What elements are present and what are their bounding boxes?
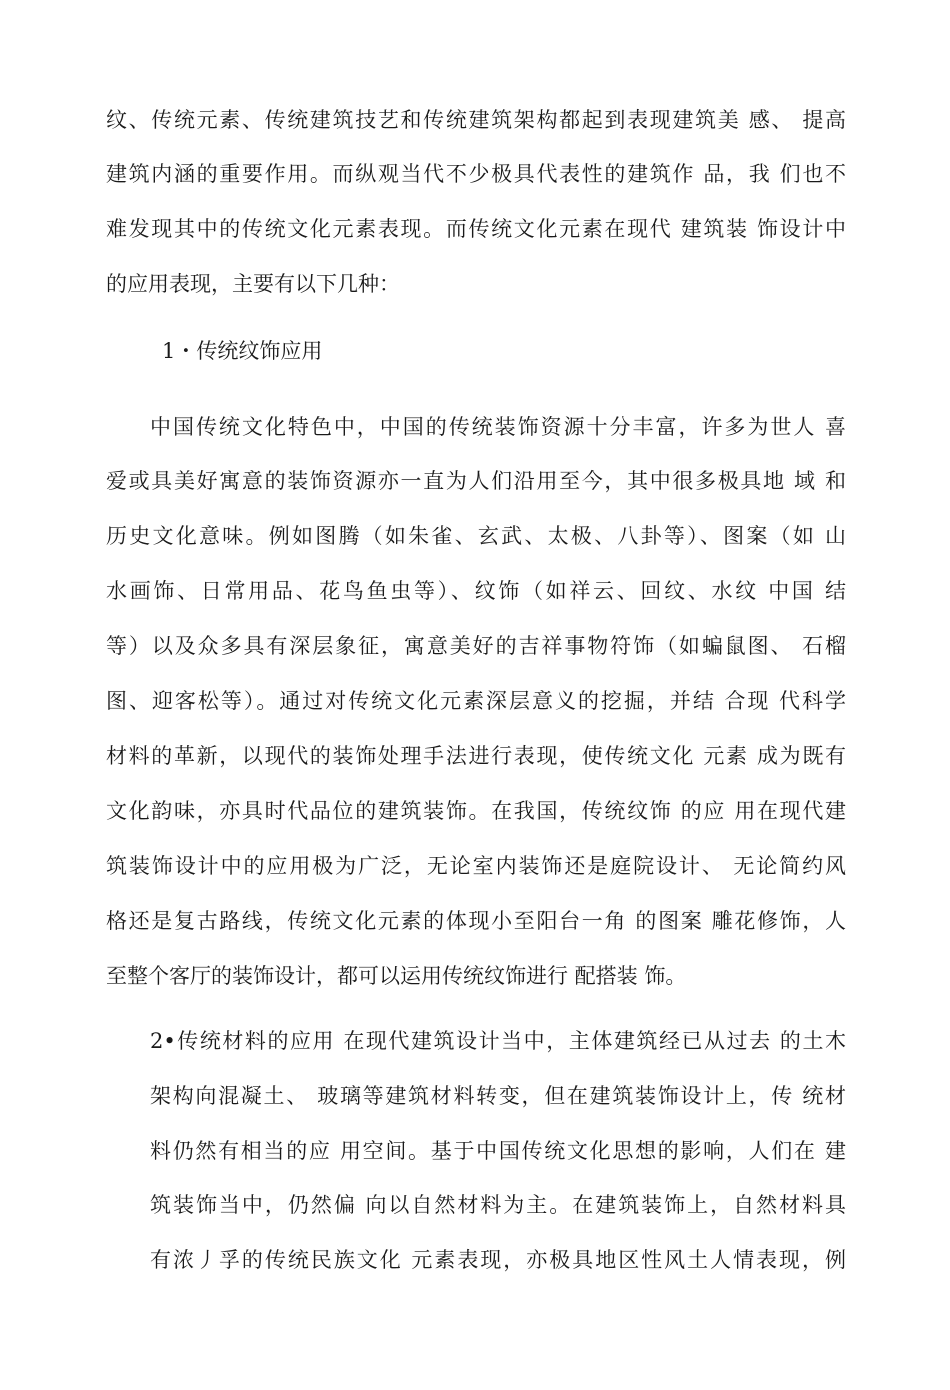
text-line: 格还是复古路线，传统文化元素的体现小至阳台一角 的图案 雕花修饰，人 — [106, 909, 846, 933]
text-line: 图、迎客松等）。通过对传统文化元素深层意义的挖掘，并结 合现 代科学 — [106, 689, 846, 713]
text-line: 至整个客厅的装饰设计，都可以运用传统纹饰进行 配搭装 饰。 — [106, 964, 687, 988]
text-line: 2•传统材料的应用 在现代建筑设计当中，主体建筑经已从过去 的土木 — [150, 1029, 846, 1053]
text-line: 文化韵味，亦具时代品位的建筑装饰。在我国，传统纹饰 的应 用在现代建 — [106, 799, 846, 823]
text-line: 架构向混凝土、 玻璃等建筑材料转变，但在建筑装饰设计上，传 统材 — [150, 1084, 846, 1108]
text-line: 的应用表现，主要有以下几种： — [106, 272, 400, 296]
text-line: 料仍然有相当的应 用空间。基于中国传统文化思想的影响，人们在 建 — [150, 1139, 846, 1163]
text-line: 有浓丿孚的传统民族文化 元素表现，亦极具地区性风土人情表现，例 — [150, 1248, 846, 1272]
text-line: 水画饰、日常用品、花鸟鱼虫等）、纹饰（如祥云、回纹、水纹 中国 结 — [106, 579, 846, 603]
text-line: 爱或具美好寓意的装饰资源亦一直为人们沿用至今，其中很多极具地 域 和 — [106, 469, 846, 493]
text-line: 历史文化意味。例如图腾（如朱雀、玄武、太极、八卦等）、图案（如 山 — [106, 524, 846, 548]
text-line: 筑装饰设计中的应用极为广泛，无论室内装饰还是庭院设计、 无论简约风 — [106, 854, 846, 878]
text-line: 材料的革新，以现代的装饰处理手法进行表现，使传统文化 元素 成为既有 — [106, 744, 846, 768]
text-line: 难发现其中的传统文化元素表现。而传统文化元素在现代 建筑装 饰设计中 — [106, 217, 846, 241]
text-line: 等）以及众多具有深层象征，寓意美好的吉祥事物符饰（如蝙鼠图、 石榴 — [106, 634, 846, 658]
text-line: 建筑内涵的重要作用。而纵观当代不少极具代表性的建筑作 品，我 们也不 — [106, 162, 846, 186]
text-line: 纹、传统元素、传统建筑技艺和传统建筑架构都起到表现建筑美 感、 提高 — [106, 108, 846, 132]
text-line: 中国传统文化特色中，中国的传统装饰资源十分丰富，许多为世人 喜 — [150, 415, 846, 439]
text-line: 筑装饰当中，仍然偏 向以自然材料为主。在建筑装饰上，自然材料具 — [150, 1193, 846, 1217]
section-heading: 1・传统纹饰应用 — [162, 339, 323, 363]
